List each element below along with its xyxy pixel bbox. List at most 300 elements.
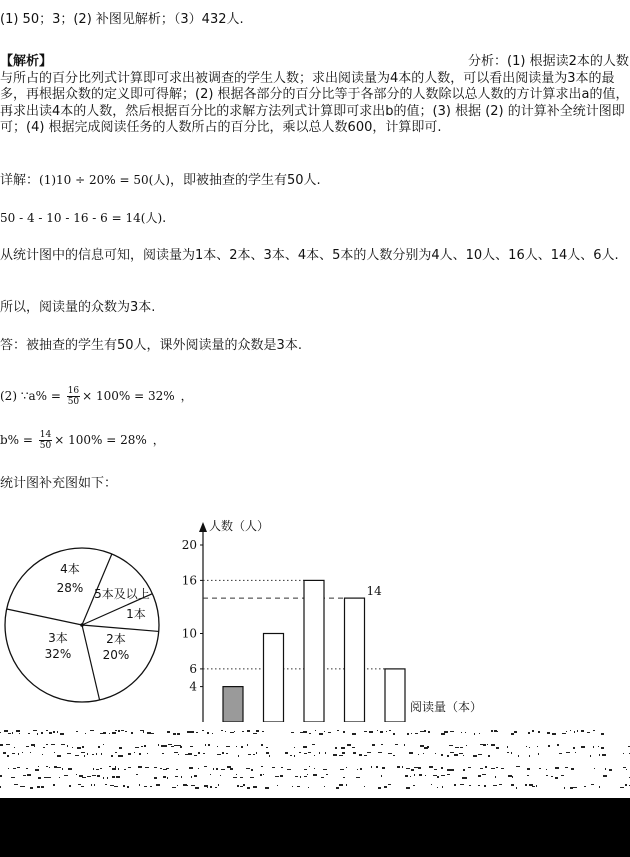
- noise-speck: [409, 752, 413, 754]
- noise-speck: [0, 786, 1, 788]
- noise-speck: [367, 752, 371, 753]
- noise-speck: [72, 747, 73, 748]
- noise-speck: [459, 753, 463, 754]
- noise-speck: [131, 732, 133, 734]
- noise-speck: [357, 769, 358, 770]
- noise-speck: [309, 733, 311, 734]
- noise-speck: [359, 754, 362, 756]
- noise-speck: [428, 731, 430, 733]
- noise-speck: [300, 776, 301, 778]
- bar-data-label: 14: [366, 584, 382, 599]
- noise-speck: [532, 786, 535, 787]
- noise-speck: [323, 769, 327, 770]
- noise-speck: [96, 753, 97, 755]
- analysis-heading: 【解析】: [0, 54, 53, 69]
- noise-speck: [60, 733, 64, 735]
- noise-speck: [76, 731, 78, 732]
- noise-speck: [573, 787, 577, 788]
- noise-speck: [518, 755, 519, 757]
- noise-speck: [103, 744, 104, 745]
- noise-speck: [128, 767, 131, 768]
- noise-speck: [266, 747, 268, 748]
- noise-speck: [7, 755, 9, 757]
- eq-a-prefix: (2) ∵a% =: [0, 389, 65, 403]
- noise-speck: [54, 766, 57, 768]
- noise-speck: [435, 753, 436, 754]
- mode-text: 所以，阅读量的众数为3本.: [0, 300, 156, 315]
- noise-speck: [237, 785, 239, 787]
- noise-speck: [251, 769, 253, 771]
- eq-b-comma: ，: [152, 433, 165, 447]
- noise-speck: [49, 767, 50, 768]
- noise-speck: [154, 767, 157, 768]
- noise-speck: [454, 754, 458, 756]
- noise-speck: [335, 747, 337, 749]
- noise-speck: [466, 745, 467, 746]
- noise-speck: [103, 732, 106, 734]
- noise-speck: [427, 746, 429, 748]
- noise-speck: [393, 755, 395, 756]
- noise-speck: [599, 786, 600, 788]
- noise-speck: [511, 733, 514, 735]
- noise-speck: [547, 732, 550, 734]
- noise-speck: [75, 755, 79, 756]
- noise-speck: [587, 732, 590, 733]
- noise-speck: [326, 774, 328, 775]
- noise-speck: [207, 786, 208, 788]
- noise-speck: [376, 766, 378, 768]
- noise-speck: [372, 744, 375, 746]
- noise-speck: [19, 733, 20, 734]
- noise-speck: [377, 730, 378, 731]
- noise-speck: [134, 752, 135, 753]
- noise-speck: [41, 732, 43, 734]
- noise-speck: [527, 775, 529, 776]
- noise-speck: [253, 733, 257, 734]
- noise-speck: [407, 733, 409, 735]
- noise-speck: [423, 753, 424, 754]
- noise-speck: [97, 775, 100, 777]
- noise-speck: [119, 747, 122, 749]
- noise-speck: [483, 744, 486, 746]
- pie-slice-name: 5本及以上: [94, 587, 150, 601]
- noise-speck: [625, 784, 627, 786]
- noise-speck: [263, 774, 264, 775]
- noise-speck: [207, 732, 209, 734]
- noise-speck: [384, 786, 387, 788]
- noise-speck: [23, 775, 26, 776]
- noise-speck: [411, 769, 414, 771]
- noise-speck: [494, 730, 497, 732]
- noise-speck: [112, 732, 116, 734]
- noise-speck: [247, 787, 250, 789]
- noise-speck: [57, 731, 58, 733]
- noise-speck: [171, 746, 174, 747]
- noise-speck: [46, 744, 48, 745]
- noise-speck: [455, 747, 459, 748]
- noise-speck: [178, 754, 179, 755]
- noise-speck: [210, 774, 211, 775]
- noise-speck: [570, 730, 571, 731]
- noise-speck: [420, 731, 424, 732]
- detail-label: 详解：: [0, 173, 40, 188]
- noise-speck: [304, 753, 307, 754]
- noise-speck: [198, 768, 199, 769]
- noise-speck: [175, 776, 178, 777]
- noise-speck: [233, 777, 237, 778]
- noise-speck: [4, 730, 8, 732]
- pie-center: [80, 623, 84, 627]
- noise-speck: [499, 784, 502, 785]
- noise-speck: [485, 766, 487, 768]
- noise-speck: [240, 777, 243, 778]
- noise-speck: [42, 754, 43, 755]
- eq-a-denominator: 50: [67, 397, 80, 407]
- noise-speck: [247, 730, 250, 732]
- noise-speck: [381, 775, 382, 777]
- noise-speck: [35, 769, 39, 771]
- noise-speck: [144, 786, 147, 787]
- noise-speck: [454, 784, 456, 786]
- black-footer: [0, 798, 630, 857]
- noise-speck: [620, 787, 624, 788]
- noise-speck: [548, 745, 550, 747]
- noise-speck: [34, 746, 35, 747]
- noise-speck: [478, 785, 480, 786]
- noise-speck: [173, 733, 176, 735]
- noise-speck: [217, 754, 221, 755]
- noise-speck: [574, 731, 575, 733]
- noise-speck: [393, 733, 395, 735]
- noise-speck: [314, 755, 315, 756]
- noise-speck: [238, 755, 239, 757]
- noise-speck: [143, 731, 144, 733]
- noise-speck: [261, 766, 263, 767]
- noise-speck: [389, 730, 391, 731]
- noise-speck: [511, 752, 512, 754]
- noise-speck: [484, 785, 486, 787]
- noise-speck: [174, 752, 178, 753]
- noise-speck: [497, 731, 498, 732]
- noise-speck: [79, 775, 83, 777]
- noise-speck: [277, 785, 278, 786]
- noise-speck: [364, 786, 365, 787]
- noise-speck: [48, 777, 51, 778]
- statistics-figure: [0, 510, 630, 725]
- noise-speck: [111, 755, 113, 757]
- noise-speck: [78, 784, 81, 785]
- noise-speck: [577, 730, 578, 732]
- noise-speck: [158, 744, 159, 746]
- noise-speck: [215, 787, 217, 788]
- noise-speck: [566, 731, 567, 732]
- noise-speck: [573, 747, 575, 749]
- noise-speck: [386, 731, 387, 732]
- noise-speck: [221, 769, 225, 770]
- noise-speck: [205, 744, 206, 746]
- noise-speck: [82, 777, 86, 778]
- noise-speck: [90, 730, 94, 731]
- noise-speck: [115, 752, 117, 753]
- noise-speck: [388, 784, 391, 785]
- noise-speck: [13, 768, 16, 769]
- noise-speck: [253, 754, 255, 755]
- noise-speck: [304, 776, 307, 777]
- noise-speck: [53, 784, 55, 786]
- noise-speck: [220, 775, 221, 776]
- noise-speck: [424, 730, 426, 732]
- noise-speck: [236, 746, 237, 747]
- noise-speck: [256, 730, 259, 732]
- analysis-body: [0, 54, 630, 137]
- noise-speck: [601, 747, 604, 749]
- noise-speck: [14, 747, 15, 748]
- noise-speck: [118, 730, 120, 732]
- noise-speck: [406, 787, 410, 789]
- noise-speck: [105, 784, 107, 785]
- noise-speck: [177, 745, 181, 746]
- noise-speck: [243, 784, 245, 786]
- noise-speck: [180, 746, 182, 748]
- noise-speck: [141, 746, 143, 747]
- y-tick-label: 6: [189, 661, 197, 676]
- noise-speck: [380, 731, 383, 733]
- noise-speck: [343, 777, 345, 778]
- noise-speck: [234, 731, 235, 732]
- eq2-text: .: [162, 211, 167, 226]
- noise-speck: [364, 731, 367, 732]
- noise-speck: [321, 777, 324, 778]
- noise-speck: [186, 785, 188, 786]
- x-axis-label: 阅读量（本）: [410, 700, 483, 714]
- noise-speck: [602, 754, 606, 756]
- noise-speck: [93, 768, 94, 770]
- noise-speck: [516, 787, 517, 789]
- noise-speck: [307, 774, 308, 775]
- noise-speck: [294, 755, 295, 757]
- noise-speck: [529, 755, 530, 757]
- noise-speck: [57, 755, 61, 757]
- eq-b-suffix: × 100% = 28%: [54, 433, 147, 447]
- noise-speck: [247, 744, 248, 746]
- noise-speck: [487, 744, 488, 745]
- eq1-math: (1)10 ÷ 20% = 50(人): [39, 173, 170, 187]
- analysis-text: (1) 根据读2本的人数与所占的百分比列式计算即可求出被调查的学生人数；求出阅读量为4本的人数，可以看出阅读量为3本的最多，再根据众数的定义即可得解；(2) 根据各部分的百分比等于各部分的人数除以总人数的方计算求出a的值，再求出读4本的人数，然后根据百分比的求解方法列式计算即可求出b的值；(3) 根据 (2) 的计算补全统计图即可；(4) 根据完成阅读任务的人数所占的百分比，乘以总人数600，计算即可.: [0, 54, 629, 136]
- noise-speck: [210, 786, 212, 788]
- pie-slice-name: 3本: [48, 631, 68, 645]
- noise-speck: [437, 776, 439, 778]
- noise-speck: [356, 777, 360, 778]
- noise-speck: [176, 769, 178, 770]
- noise-speck: [163, 769, 167, 770]
- noise-speck: [31, 744, 35, 746]
- noise-speck: [177, 785, 178, 786]
- noise-speck: [593, 746, 594, 748]
- noise-speck: [177, 733, 180, 735]
- noise-speck: [123, 785, 125, 787]
- noise-speck: [53, 731, 55, 733]
- noise-speck: [3, 752, 6, 754]
- noise-speck: [101, 753, 102, 755]
- noise-speck: [559, 753, 562, 754]
- noise-speck: [51, 744, 55, 745]
- noise-speck: [441, 775, 445, 776]
- noise-speck: [598, 746, 599, 747]
- scan-noise-strip: [0, 722, 630, 798]
- noise-speck: [429, 766, 433, 768]
- noise-speck: [303, 731, 307, 733]
- noise-speck: [145, 767, 149, 768]
- noise-speck: [14, 784, 18, 785]
- noise-speck: [473, 755, 477, 757]
- noise-speck: [190, 746, 193, 747]
- noise-speck: [290, 755, 292, 756]
- noise-speck: [342, 752, 345, 754]
- noise-speck: [18, 753, 19, 755]
- noise-speck: [37, 733, 38, 735]
- noise-speck: [54, 752, 55, 753]
- noise-speck: [218, 784, 219, 786]
- noise-speck: [404, 744, 405, 746]
- noise-speck: [381, 744, 383, 745]
- noise-speck: [537, 746, 538, 747]
- noise-speck: [341, 747, 344, 749]
- noise-speck: [87, 776, 91, 777]
- noise-speck: [147, 732, 151, 734]
- y-tick-label: 16: [181, 573, 197, 588]
- noise-speck: [217, 746, 218, 747]
- noise-speck: [0, 775, 2, 777]
- noise-speck: [369, 731, 373, 733]
- noise-speck: [226, 746, 230, 747]
- noise-speck: [319, 752, 320, 754]
- noise-speck: [28, 733, 30, 734]
- pie-slice-name: 2本: [106, 632, 126, 646]
- noise-speck: [529, 784, 533, 786]
- noise-speck: [405, 775, 408, 777]
- noise-speck: [450, 752, 454, 753]
- noise-speck: [343, 731, 345, 733]
- noise-speck: [125, 731, 127, 732]
- detail-eq1: [0, 172, 321, 189]
- noise-speck: [406, 768, 410, 769]
- noise-speck: [507, 752, 509, 753]
- noise-speck: [433, 775, 437, 776]
- noise-speck: [590, 755, 591, 757]
- noise-speck: [382, 767, 385, 769]
- noise-speck: [465, 777, 467, 779]
- noise-speck: [447, 774, 450, 775]
- eq-b-prefix: b% =: [0, 433, 37, 447]
- noise-speck: [162, 753, 164, 754]
- noise-speck: [236, 774, 237, 775]
- noise-speck: [552, 733, 556, 735]
- noise-speck: [478, 754, 482, 755]
- noise-speck: [230, 768, 233, 770]
- noise-speck: [160, 768, 162, 769]
- noise-speck: [303, 746, 307, 748]
- noise-speck: [442, 786, 443, 788]
- noise-speck: [57, 767, 61, 768]
- noise-speck: [138, 766, 142, 768]
- noise-speck: [463, 769, 465, 771]
- noise-speck: [571, 768, 574, 770]
- noise-speck: [460, 784, 464, 785]
- noise-speck: [30, 787, 33, 789]
- noise-speck: [202, 730, 204, 731]
- noise-speck: [295, 776, 298, 777]
- eq-b-denominator: 50: [39, 441, 52, 451]
- noise-speck: [555, 767, 559, 769]
- noise-speck: [451, 769, 454, 771]
- noise-speck: [491, 730, 493, 732]
- eq-b-numerator: 14: [39, 430, 52, 440]
- noise-speck: [84, 755, 85, 757]
- noise-speck: [491, 744, 495, 746]
- noise-speck: [92, 754, 94, 755]
- noise-speck: [109, 766, 111, 767]
- noise-speck: [30, 752, 31, 753]
- noise-speck: [461, 732, 462, 733]
- noise-speck: [265, 787, 269, 789]
- noise-speck: [437, 787, 438, 788]
- noise-speck: [532, 730, 534, 732]
- noise-speck: [124, 769, 126, 770]
- noise-speck: [68, 768, 72, 770]
- noise-speck: [128, 753, 131, 755]
- noise-speck: [92, 775, 96, 776]
- noise-speck: [402, 766, 403, 768]
- noise-speck: [163, 776, 166, 778]
- y-axis-arrow: [199, 522, 207, 532]
- noise-speck: [69, 785, 71, 787]
- noise-speck: [555, 777, 558, 779]
- noise-speck: [319, 733, 323, 735]
- noise-speck: [441, 767, 443, 769]
- noise-speck: [181, 776, 182, 778]
- noise-speck: [529, 747, 530, 748]
- noise-speck: [100, 768, 102, 769]
- noise-speck: [450, 731, 454, 732]
- noise-speck: [308, 787, 309, 788]
- noise-speck: [352, 747, 355, 748]
- noise-speck: [410, 776, 411, 777]
- noise-speck: [570, 787, 573, 789]
- noise-speck: [313, 774, 317, 776]
- noise-speck: [266, 752, 269, 754]
- pie-chart: [5, 548, 159, 702]
- noise-speck: [164, 745, 167, 747]
- noise-speck: [260, 774, 262, 776]
- noise-speck: [67, 753, 71, 754]
- noise-speck: [115, 730, 117, 731]
- noise-speck: [61, 744, 65, 745]
- noise-speck: [227, 766, 231, 768]
- bar: [223, 687, 243, 722]
- noise-speck: [98, 746, 100, 748]
- noise-speck: [546, 775, 548, 776]
- noise-speck: [623, 767, 626, 768]
- noise-speck: [156, 784, 160, 786]
- noise-speck: [139, 784, 140, 786]
- noise-speck: [38, 766, 39, 767]
- noise-speck: [0, 732, 1, 733]
- noise-speck: [225, 731, 226, 732]
- noise-speck: [441, 754, 443, 756]
- noise-speck: [195, 787, 199, 789]
- noise-speck: [139, 753, 141, 755]
- noise-speck: [26, 768, 28, 769]
